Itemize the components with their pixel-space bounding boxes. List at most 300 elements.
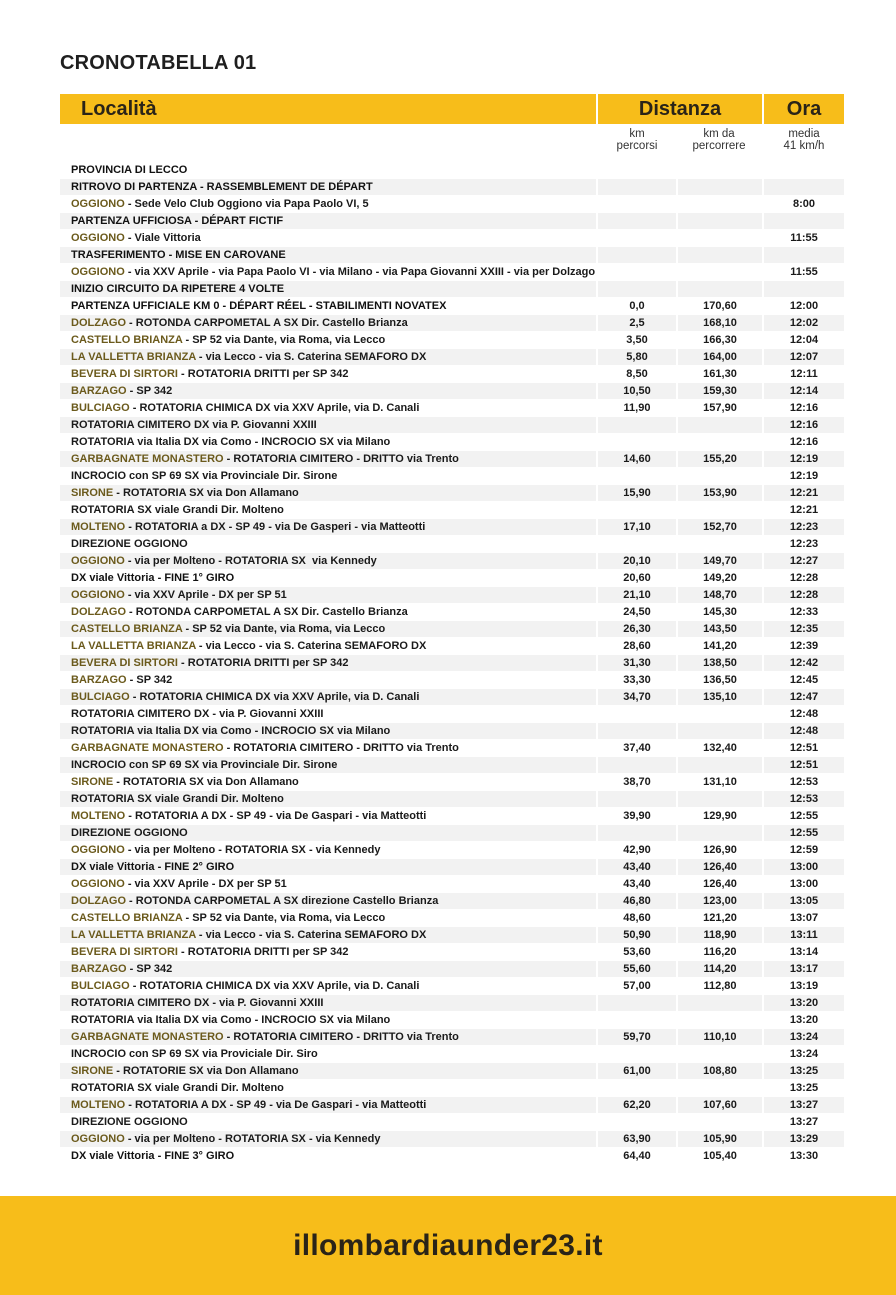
cell-km-percorsi: 38,70 (623, 776, 651, 788)
cell-km-percorsi: 14,60 (598, 451, 676, 467)
cell-km-percorrere: 148,70 (678, 587, 762, 603)
cell-km-percorsi: 28,60 (623, 640, 651, 652)
route-detail: - ROTATORIA A DX - SP 49 - via De Gaspari - via Matteotti (125, 1099, 427, 1111)
cell-km-percorrere (678, 1080, 762, 1096)
place-name: RITROVO DI PARTENZA - RASSEMBLEMENT DE DÉPART (71, 181, 373, 193)
cell-localita (60, 400, 596, 416)
cell-km-percorsi: 31,30 (598, 655, 676, 671)
route-detail: ROTATORIA via Italia DX via Como - INCROCIO SX via Milano (71, 725, 391, 737)
cell-localita (60, 842, 596, 858)
cell-ora (764, 247, 844, 263)
cell-km-percorsi: 15,90 (598, 485, 676, 501)
cell-km-percorsi (598, 757, 676, 773)
cell-localita (60, 1148, 596, 1164)
route-detail: ROTATORIA CIMITERO DX - via P. Giovanni XXIII (71, 708, 324, 720)
cell-ora: 12:39 (789, 640, 819, 652)
table-row (60, 978, 844, 995)
cell-km-percorrere: 159,30 (678, 383, 762, 399)
subheader-km-percorrere (678, 128, 760, 158)
cell-km-percorsi (598, 247, 676, 263)
place-name: CASTELLO BRIANZA (71, 334, 183, 346)
table-row (60, 485, 844, 502)
table-row (60, 366, 844, 383)
route-detail: - ROTATORIA CHIMICA DX via XXV Aprile, via D. Canali (129, 980, 420, 992)
cell-ora: 13:20 (764, 995, 844, 1011)
cell-ora: 12:04 (789, 334, 819, 346)
table-row (60, 162, 844, 179)
route-detail: DIREZIONE OGGIONO (71, 1116, 188, 1128)
cell-km-percorsi (598, 213, 676, 229)
table-row (60, 995, 844, 1012)
table-row (60, 1012, 844, 1029)
cell-km-percorrere: 114,20 (678, 961, 762, 977)
header-localita: Località (60, 94, 596, 124)
place-name: DX viale Vittoria - FINE 2° GIRO (71, 861, 235, 873)
place-name: OGGIONO (71, 198, 125, 210)
table-row (60, 400, 844, 417)
table-row (60, 876, 844, 893)
table-row (60, 757, 844, 774)
cell-km-percorrere: 157,90 (703, 402, 737, 414)
cell-km-percorsi: 26,30 (598, 621, 676, 637)
cell-km-percorsi (598, 230, 676, 246)
cell-ora: 13:17 (764, 961, 844, 977)
cell-km-percorsi (598, 706, 676, 722)
cell-ora: 12:11 (790, 368, 818, 380)
cell-ora: 12:23 (764, 519, 844, 535)
route-detail: - ROTATORIA CIMITERO - DRITTO via Trento (223, 453, 459, 465)
place-name: BULCIAGO (71, 691, 130, 703)
cell-ora: 12:19 (789, 470, 819, 482)
cell-km-percorrere: 132,40 (703, 742, 737, 754)
route-detail: - via Lecco - via S. Caterina SEMAFORO DX (195, 640, 427, 652)
cell-km-percorsi: 53,60 (623, 946, 651, 958)
place-name: BARZAGO (71, 963, 127, 975)
cell-ora: 12:51 (764, 757, 844, 773)
header-distanza: Distanza (598, 94, 762, 124)
cell-localita (60, 230, 596, 246)
cell-ora: 12:53 (789, 776, 819, 788)
cell-km-percorsi: 39,90 (623, 810, 651, 822)
cell-km-percorrere (678, 179, 762, 195)
place-name: SIRONE (71, 776, 114, 788)
page-title: CRONOTABELLA 01 (60, 52, 257, 74)
table-row (60, 893, 844, 910)
cell-ora: 12:21 (789, 504, 819, 516)
cell-km-percorsi: 2,5 (598, 315, 676, 331)
cell-km-percorrere (678, 706, 762, 722)
cell-ora: 12:00 (789, 300, 819, 312)
cell-km-percorrere: 149,70 (678, 553, 762, 569)
table-row (60, 349, 844, 366)
place-name: INIZIO CIRCUITO DA RIPETERE 4 VOLTE (71, 283, 285, 295)
route-detail: - ROTATORIA A DX - SP 49 - via De Gaspari - via Matteotti (125, 810, 427, 822)
place-name: SIRONE (71, 487, 114, 499)
cell-km-percorsi (598, 281, 676, 297)
cell-ora: 12:33 (789, 606, 819, 618)
cell-km-percorsi (598, 791, 676, 807)
cell-ora: 12:55 (764, 825, 844, 841)
cell-km-percorrere: 166,30 (703, 334, 737, 346)
table-row (60, 672, 844, 689)
cell-localita (60, 740, 596, 756)
cell-localita (60, 672, 596, 688)
cell-km-percorsi (598, 196, 676, 212)
cell-ora: 12:51 (789, 742, 819, 754)
cell-ora: 12:35 (764, 621, 844, 637)
cell-km-percorsi: 61,00 (598, 1063, 676, 1079)
table-row (60, 1097, 844, 1114)
table-row (60, 570, 844, 587)
cell-localita (60, 213, 596, 229)
cell-km-percorsi: 20,10 (598, 553, 676, 569)
cell-localita (60, 1080, 596, 1096)
cell-km-percorsi (598, 468, 676, 484)
table-row (60, 417, 844, 434)
cell-km-percorrere (678, 757, 762, 773)
cell-km-percorrere: 123,00 (678, 893, 762, 909)
table-row (60, 315, 844, 332)
cell-ora (764, 162, 844, 178)
route-detail: - ROTATORIA DRITTI per SP 342 (177, 657, 349, 669)
cell-km-percorsi: 46,80 (598, 893, 676, 909)
place-name: GARBAGNATE MONASTERO (71, 1031, 224, 1043)
cell-ora: 12:27 (764, 553, 844, 569)
cell-km-percorsi: 48,60 (623, 912, 651, 924)
cell-ora: 12:16 (789, 402, 819, 414)
cell-km-percorsi (598, 1012, 676, 1028)
route-detail: - SP 342 (126, 963, 173, 975)
cell-ora: 12:16 (789, 436, 819, 448)
route-detail: - ROTATORIA SX via Don Allamano (113, 487, 299, 499)
cell-localita (60, 502, 596, 518)
cell-km-percorsi (598, 536, 676, 552)
cell-ora: 11:55 (790, 232, 818, 244)
table-row (60, 774, 844, 791)
cell-km-percorsi: 37,40 (623, 742, 651, 754)
route-detail: - via Lecco - via S. Caterina SEMAFORO DX (195, 929, 427, 941)
cell-localita (60, 791, 596, 807)
cell-localita (60, 434, 596, 450)
cell-km-percorsi (598, 825, 676, 841)
cell-km-percorrere: 149,20 (703, 572, 737, 584)
cell-km-percorrere: 164,00 (678, 349, 762, 365)
route-detail: - via per Molteno - ROTATORIA SX - via Kennedy (124, 844, 381, 856)
table-row (60, 808, 844, 825)
cell-localita (60, 366, 596, 382)
cell-ora: 12:45 (789, 674, 819, 686)
cell-ora: 13:11 (764, 927, 844, 943)
route-detail: INCROCIO con SP 69 SX via Proviciale Dir. Siro (71, 1048, 318, 1060)
cell-ora: 13:27 (789, 1116, 819, 1128)
cell-localita (60, 825, 596, 841)
place-name: OGGIONO (71, 589, 125, 601)
cell-km-percorrere (678, 1012, 762, 1028)
cell-km-percorrere (678, 230, 762, 246)
table-row (60, 791, 844, 808)
cell-localita (60, 315, 596, 331)
cell-km-percorrere (678, 536, 762, 552)
cell-ora: 12:21 (764, 485, 844, 501)
cell-km-percorrere: 143,50 (678, 621, 762, 637)
cell-localita (60, 383, 596, 399)
table-row (60, 910, 844, 927)
cell-localita (60, 247, 596, 263)
cell-km-percorrere: 153,90 (678, 485, 762, 501)
cell-localita (60, 961, 596, 977)
place-name: CASTELLO BRIANZA (71, 623, 183, 635)
cell-localita (60, 1131, 596, 1147)
cell-ora: 12:47 (764, 689, 844, 705)
cell-localita (60, 604, 596, 620)
table-row (60, 264, 844, 281)
cell-km-percorrere: 161,30 (703, 368, 737, 380)
cell-ora: 12:16 (764, 417, 844, 433)
cell-km-percorrere (678, 196, 762, 212)
table-row (60, 281, 844, 298)
place-name: OGGIONO (71, 878, 125, 890)
table-row (60, 230, 844, 247)
route-detail: - ROTATORIA CHIMICA DX via XXV Aprile, via D. Canali (129, 691, 420, 703)
cell-km-percorrere: 135,10 (678, 689, 762, 705)
place-name: OGGIONO (71, 1133, 125, 1145)
table-row (60, 655, 844, 672)
cell-km-percorrere (678, 281, 762, 297)
cell-ora: 11:55 (790, 266, 818, 278)
cell-localita (60, 689, 596, 705)
cell-ora: 13:27 (764, 1097, 844, 1113)
cell-km-percorrere (678, 825, 762, 841)
place-name: SIRONE (71, 1065, 114, 1077)
route-detail: - ROTATORIA a DX - SP 49 - via De Gasperi - via Matteotti (125, 521, 426, 533)
cell-localita (60, 281, 596, 297)
cell-ora: 12:19 (764, 451, 844, 467)
timetable-body (60, 162, 844, 1165)
cell-ora: 12:53 (764, 791, 844, 807)
place-name: PROVINCIA DI LECCO (71, 164, 188, 176)
cell-km-percorrere: 105,40 (703, 1150, 737, 1162)
place-name: BARZAGO (71, 674, 127, 686)
cell-km-percorrere: 126,90 (703, 844, 737, 856)
cell-km-percorsi: 64,40 (623, 1150, 651, 1162)
cell-km-percorsi (598, 723, 676, 739)
place-name: PARTENZA UFFICIALE KM 0 - DÉPART RÉEL - STABILIMENTI NOVATEX (71, 300, 447, 312)
cell-ora: 13:00 (789, 878, 819, 890)
route-detail: - ROTONDA CARPOMETAL A SX Dir. Castello Brianza (126, 606, 408, 618)
cell-km-percorsi: 43,40 (623, 878, 651, 890)
table-row (60, 1046, 844, 1063)
cell-localita (60, 995, 596, 1011)
route-detail: - via XXV Aprile - DX per SP 51 (124, 589, 287, 601)
cell-km-percorsi: 5,80 (598, 349, 676, 365)
route-detail: ROTATORIA via Italia DX via Como - INCROCIO SX via Milano (71, 436, 391, 448)
place-name: CASTELLO BRIANZA (71, 912, 183, 924)
cell-km-percorrere: 108,80 (678, 1063, 762, 1079)
route-detail: - ROTONDA CARPOMETAL A SX Dir. Castello Brianza (126, 317, 408, 329)
cell-localita (60, 468, 596, 484)
website-link[interactable]: illombardiaunder23.it (293, 1228, 603, 1262)
cell-km-percorsi: 11,90 (623, 402, 651, 414)
place-name: OGGIONO (71, 232, 125, 244)
cell-km-percorsi (598, 264, 676, 280)
route-detail: DIREZIONE OGGIONO (71, 538, 188, 550)
route-detail: - ROTATORIA CIMITERO - DRITTO via Trento (223, 1031, 459, 1043)
cell-ora: 13:05 (764, 893, 844, 909)
cell-km-percorsi (598, 1046, 676, 1062)
cell-km-percorrere (678, 213, 762, 229)
cell-ora: 13:30 (789, 1150, 819, 1162)
route-detail: - ROTATORIA CHIMICA DX via XXV Aprile, via D. Canali (129, 402, 420, 414)
table-row (60, 536, 844, 553)
route-detail: - ROTATORIA DRITTI per SP 342 (177, 946, 349, 958)
table-row (60, 383, 844, 400)
cell-km-percorsi (598, 162, 676, 178)
cell-km-percorrere: 155,20 (678, 451, 762, 467)
cell-localita (60, 1012, 596, 1028)
cell-km-percorsi: 10,50 (598, 383, 676, 399)
cell-ora: 13:24 (764, 1029, 844, 1045)
cell-km-percorrere: 126,40 (678, 859, 762, 875)
cell-localita (60, 944, 596, 960)
cell-ora: 13:20 (789, 1014, 819, 1026)
table-row (60, 519, 844, 536)
cell-localita (60, 1029, 596, 1045)
table-row (60, 706, 844, 723)
cell-localita (60, 859, 596, 875)
cell-km-percorsi: 24,50 (623, 606, 651, 618)
cell-ora: 13:25 (789, 1082, 819, 1094)
cell-localita (60, 1114, 596, 1130)
place-name: LA VALLETTA BRIANZA (71, 351, 196, 363)
subheader-media-text: media 41 km/h (783, 128, 825, 152)
cell-km-percorrere: 129,90 (703, 810, 737, 822)
cell-localita (60, 179, 596, 195)
cell-km-percorsi: 57,00 (623, 980, 651, 992)
route-detail: - via Lecco - via S. Caterina SEMAFORO DX (195, 351, 427, 363)
cell-km-percorsi: 33,30 (623, 674, 651, 686)
cell-ora: 12:23 (789, 538, 819, 550)
cell-ora: 13:24 (789, 1048, 819, 1060)
cell-km-percorsi: 17,10 (598, 519, 676, 535)
route-detail: - ROTATORIA SX via Don Allamano (113, 776, 299, 788)
cell-ora: 13:07 (789, 912, 819, 924)
route-detail: - via per Molteno - ROTATORIA SX via Kennedy (124, 555, 377, 567)
cell-ora: 13:00 (764, 859, 844, 875)
table-row (60, 298, 844, 315)
subheader-media (764, 128, 844, 158)
cell-km-percorsi (598, 1080, 676, 1096)
footer-banner (0, 1196, 896, 1295)
table-row (60, 502, 844, 519)
route-detail: ROTATORIA CIMITERO DX via P. Giovanni XXIII (71, 419, 317, 431)
cell-localita (60, 536, 596, 552)
table-row (60, 179, 844, 196)
place-name: BULCIAGO (71, 402, 130, 414)
route-detail: - via per Molteno - ROTATORIA SX - via Kennedy (124, 1133, 381, 1145)
cell-km-percorrere: 105,90 (678, 1131, 762, 1147)
place-name: MOLTENO (71, 1099, 126, 1111)
cell-km-percorrere (678, 468, 762, 484)
cell-localita (60, 553, 596, 569)
place-name: BEVERA DI SIRTORI (71, 368, 178, 380)
route-detail: ROTATORIA SX viale Grandi Dir. Molteno (71, 504, 284, 516)
cell-km-percorsi: 34,70 (598, 689, 676, 705)
table-row (60, 1131, 844, 1148)
route-detail: - ROTATORIE SX via Don Allamano (113, 1065, 299, 1077)
place-name: LA VALLETTA BRIANZA (71, 929, 196, 941)
route-detail: - Viale Vittoria (124, 232, 201, 244)
place-name: OGGIONO (71, 266, 125, 278)
table-row (60, 587, 844, 604)
table-row (60, 332, 844, 349)
cell-km-percorsi: 20,60 (623, 572, 651, 584)
cell-km-percorrere: 121,20 (703, 912, 737, 924)
cell-localita (60, 910, 596, 926)
cell-localita (60, 349, 596, 365)
route-detail: - via XXV Aprile - DX per SP 51 (124, 878, 287, 890)
route-detail: ROTATORIA SX viale Grandi Dir. Molteno (71, 793, 284, 805)
cell-km-percorsi: 63,90 (598, 1131, 676, 1147)
table-row (60, 1080, 844, 1097)
route-detail: ROTATORIA SX viale Grandi Dir. Molteno (71, 1082, 284, 1094)
cell-km-percorsi: 3,50 (626, 334, 648, 346)
table-row (60, 468, 844, 485)
table-row (60, 1114, 844, 1131)
subheader-km-percorsi-text: km percorsi (616, 128, 658, 152)
cell-localita (60, 927, 596, 943)
cell-km-percorsi: 8,50 (626, 368, 648, 380)
cell-km-percorrere: 116,20 (703, 946, 737, 958)
route-detail: - ROTONDA CARPOMETAL A SX direzione Castello Brianza (126, 895, 439, 907)
cell-km-percorrere: 152,70 (678, 519, 762, 535)
subheader-km-percorrere-text: km da percorrere (692, 128, 746, 152)
cell-ora: 12:14 (764, 383, 844, 399)
cell-km-percorrere: 168,10 (678, 315, 762, 331)
cell-km-percorsi (598, 417, 676, 433)
table-row (60, 842, 844, 859)
cell-ora: 13:14 (789, 946, 819, 958)
cell-ora: 13:19 (789, 980, 819, 992)
cell-km-percorrere (678, 264, 762, 280)
cell-ora: 12:07 (764, 349, 844, 365)
place-name: MOLTENO (71, 810, 126, 822)
cell-km-percorrere (678, 1114, 762, 1130)
route-detail: - Sede Velo Club Oggiono via Papa Paolo VI, 5 (124, 198, 369, 210)
table-row (60, 638, 844, 655)
table-row (60, 723, 844, 740)
table-row (60, 434, 844, 451)
cell-km-percorrere (678, 995, 762, 1011)
route-detail: - SP 342 (126, 385, 173, 397)
route-detail: INCROCIO con SP 69 SX via Provinciale Dir. Sirone (71, 470, 338, 482)
cell-km-percorrere (678, 417, 762, 433)
cell-ora (764, 179, 844, 195)
route-detail: INCROCIO con SP 69 SX via Provinciale Dir. Sirone (71, 759, 338, 771)
header-ora: Ora (764, 94, 844, 124)
cell-km-percorrere (678, 723, 762, 739)
place-name: DX viale Vittoria - FINE 1° GIRO (71, 572, 235, 584)
place-name: DOLZAGO (71, 317, 126, 329)
table-row (60, 944, 844, 961)
cell-localita (60, 723, 596, 739)
table-row (60, 689, 844, 706)
table-row (60, 553, 844, 570)
place-name: DOLZAGO (71, 895, 126, 907)
route-detail: - SP 52 via Dante, via Roma, via Lecco (182, 334, 386, 346)
place-name: LA VALLETTA BRIANZA (71, 640, 196, 652)
cell-km-percorsi (598, 995, 676, 1011)
route-detail: - via XXV Aprile - via Papa Paolo VI - via Milano - via Papa Giovanni XXIII - via per Dolzago (124, 266, 596, 278)
